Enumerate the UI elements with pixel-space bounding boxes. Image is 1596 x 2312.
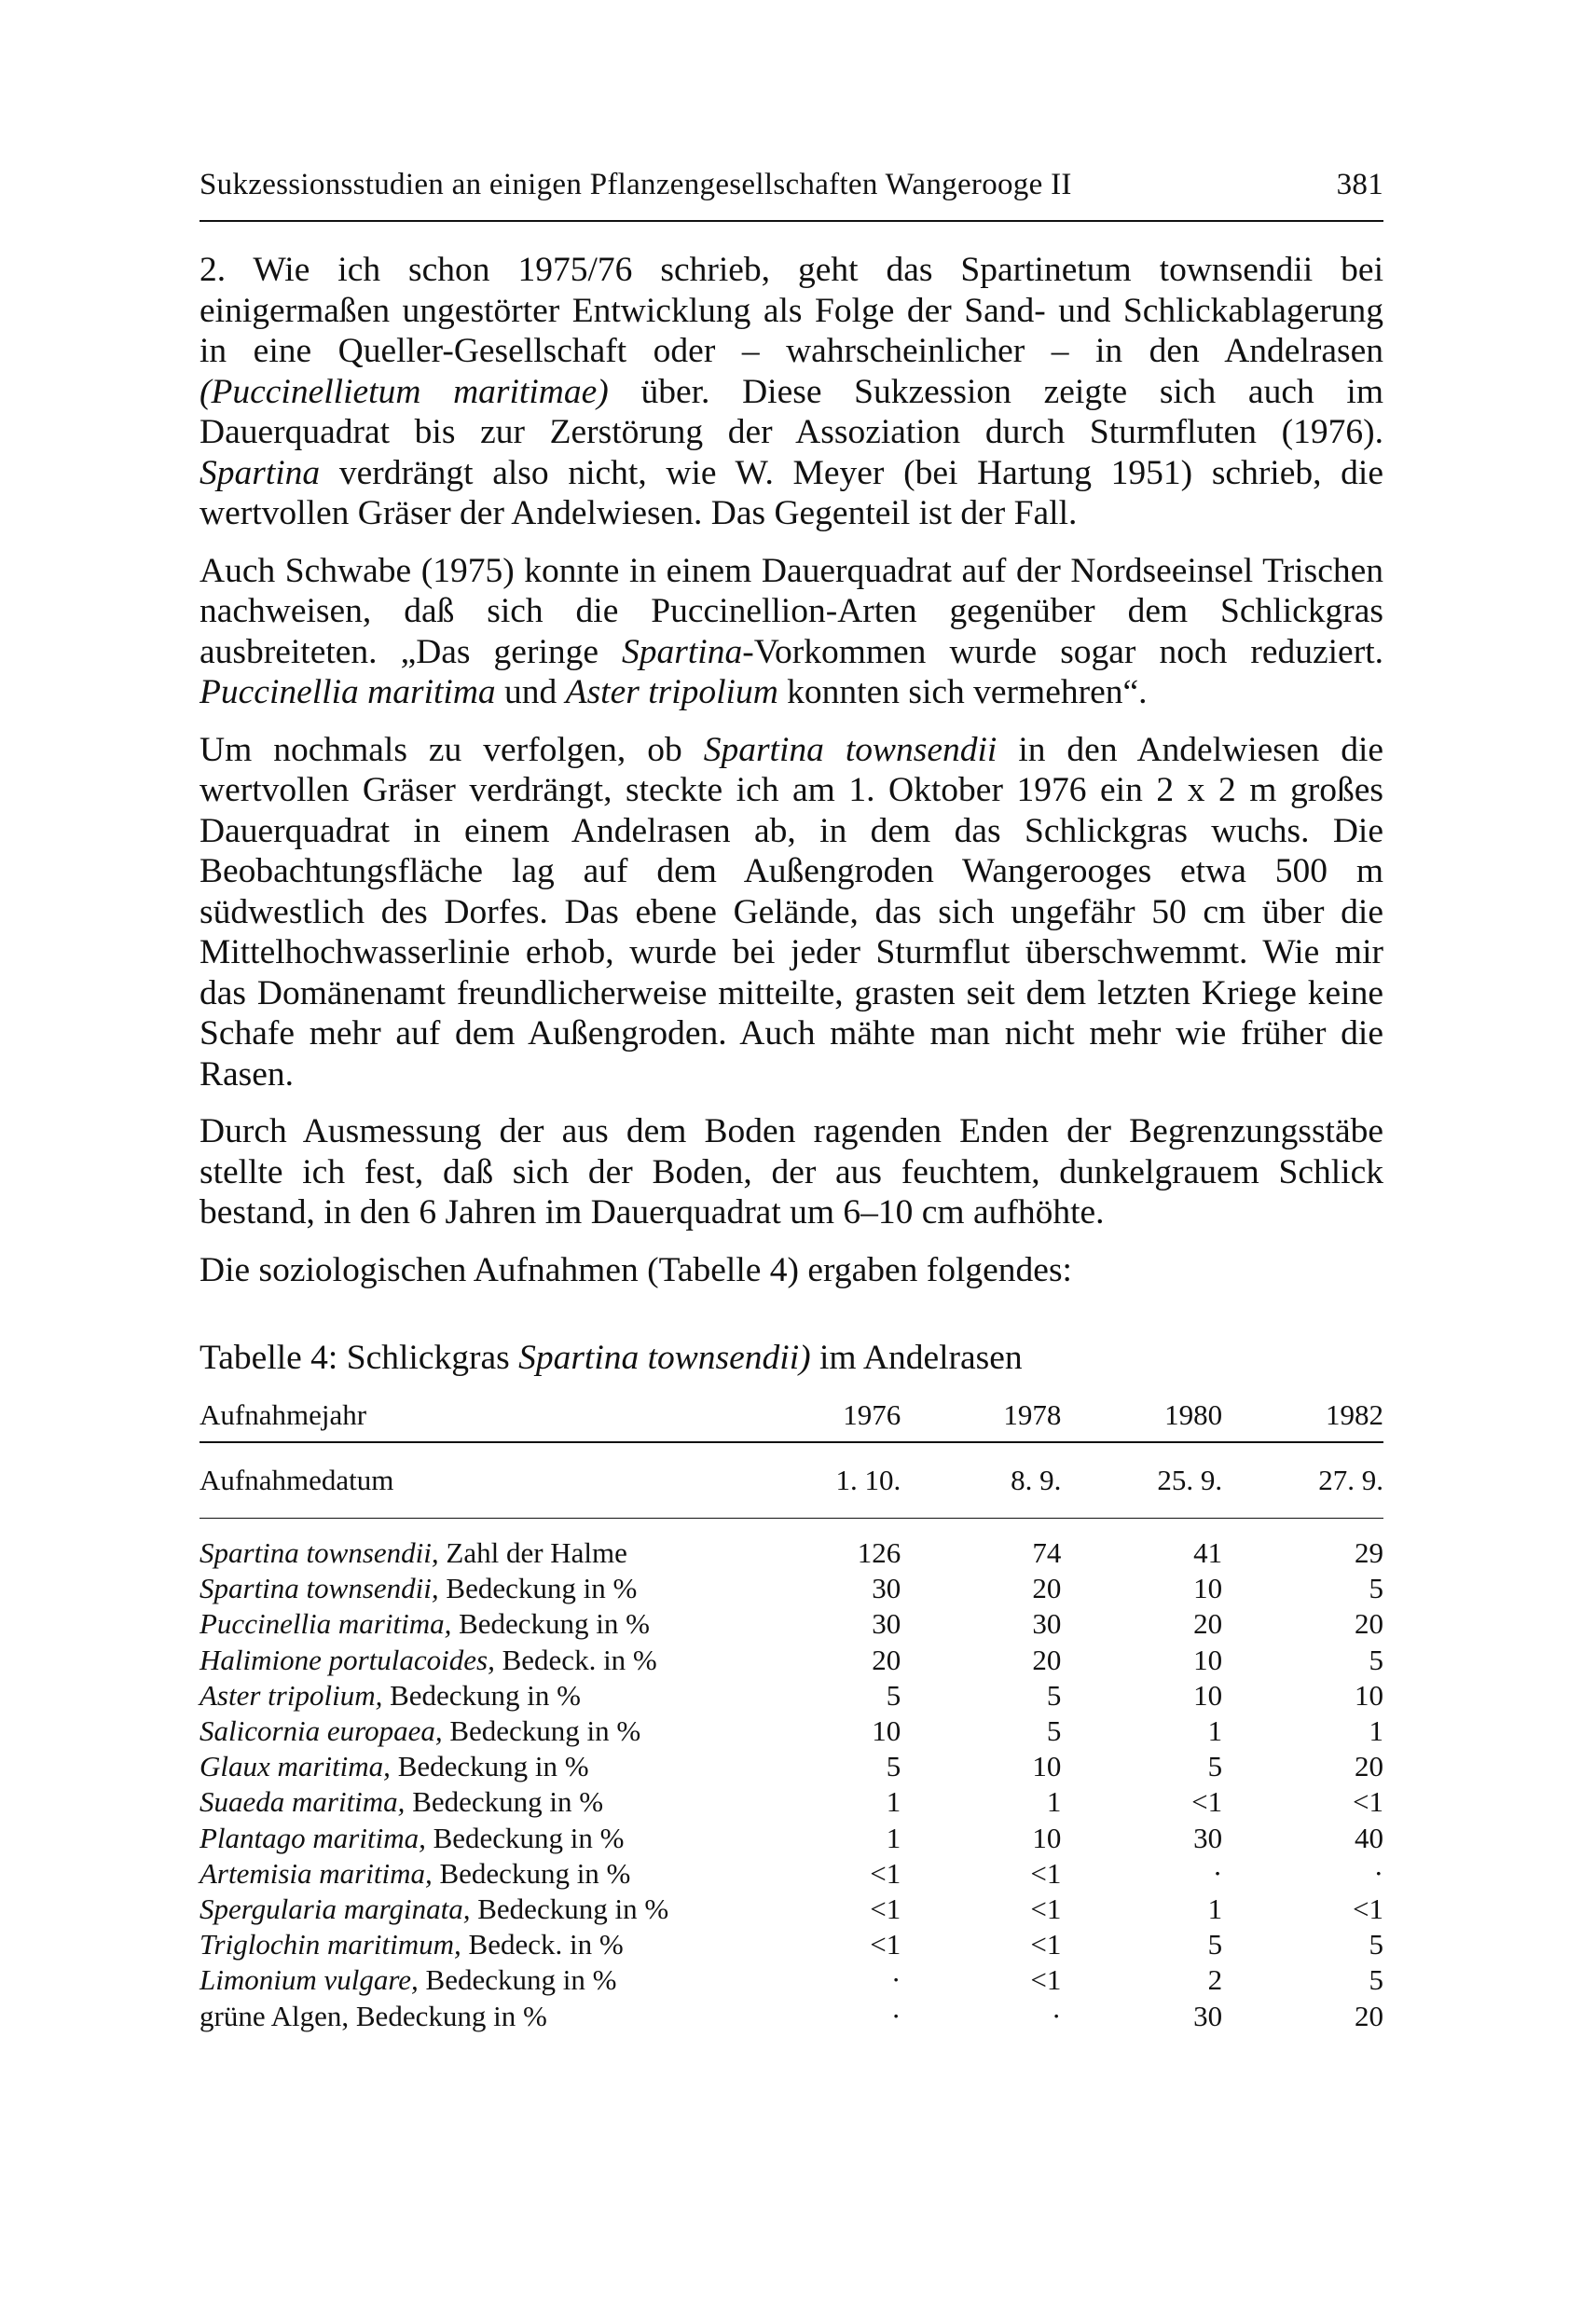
species-name: Plantago maritima,: [200, 1821, 426, 1854]
species-cell: [200, 1749, 768, 1784]
value-cell: 5: [886, 1750, 901, 1783]
page-number: 381: [1336, 168, 1383, 201]
value-cell: 20: [872, 1643, 901, 1676]
value-cell: ·: [890, 1999, 901, 2032]
text-span: 2. Wie ich schon 1975/76 schrieb, geht das Spartinetum townsendii bei einigermaßen ungestörter Entwicklung als Folge der Sand- und Schlickablagerung in eine Queller-Gesellschaft oder – wahrscheinlicher – in den Andelrasen: [200, 251, 1383, 370]
date-cell: 1. 10.: [835, 1464, 901, 1496]
species-name: Triglochin maritimum,: [200, 1928, 461, 1961]
value-cell: 20: [1355, 1999, 1383, 2032]
value-cell: 20: [1355, 1750, 1383, 1783]
paragraph: [200, 551, 1383, 713]
table-row: [200, 1927, 1383, 1962]
value-cell: 126: [857, 1536, 901, 1569]
value-cell: 10: [1032, 1821, 1062, 1854]
value-cell: 5: [886, 1678, 901, 1712]
table-row: [200, 1678, 1383, 1713]
species-cell: [200, 1606, 768, 1642]
value-cell: 10: [1193, 1572, 1223, 1605]
text-span: in den Andelwiesen die wertvollen Gräser verdrängt, steckte ich am 1. Oktober 1976 ein 2 x 2 m großes Dauerquadrat in einem Andelrasen ab, in dem das Schlickgras wuchs. Die Beobachtungsfläche lag auf dem Außengroden Wangerooges etwa 500 m südwestlich des Dorfes. Das ebene Gelände, das sich ungefähr 50 cm über die Mittelhochwasserlinie erhob, wurde bei jeder Sturmflut überschwemmt. Wie mir das Domänenamt freundlicherweise mitteilte, grasten seit dem letzten Kriege keine Schafe mehr auf dem Außengroden. Auch mähte man nicht mehr wie früher die Rasen.: [200, 730, 1384, 1094]
value-cell: 20: [1032, 1643, 1062, 1676]
value-cell: 1: [1046, 1785, 1062, 1819]
value-cell: <1: [1030, 1963, 1062, 1997]
measure-label: Bedeckung in %: [405, 1785, 604, 1819]
value-cell: ·: [1373, 1856, 1383, 1890]
value-cell: 40: [1355, 1821, 1383, 1854]
date-cell: 8. 9.: [1011, 1464, 1062, 1496]
species-name: Aster tripolium,: [200, 1678, 383, 1712]
value-cell: 20: [1193, 1607, 1223, 1641]
italic-span: Puccinellia maritima: [200, 673, 496, 711]
species-name: Suaeda maritima,: [200, 1785, 406, 1819]
species-cell: [200, 1784, 768, 1820]
table-row: [200, 1643, 1383, 1678]
value-cell: 30: [872, 1607, 901, 1641]
italic-span: Spartina: [622, 632, 743, 671]
value-cell: 74: [1032, 1536, 1062, 1569]
value-cell: 5: [1369, 1572, 1383, 1605]
year-cell: 1982: [1326, 1398, 1383, 1431]
running-head-title: Sukzessionsstudien an einigen Pflanzengesellschaften Wangerooge II: [200, 168, 1072, 201]
text-span: Um nochmals zu verfolgen, ob: [200, 730, 704, 769]
paragraph: [200, 1111, 1383, 1233]
table-row: [200, 1999, 1383, 2034]
value-cell: 30: [1193, 1821, 1223, 1854]
value-cell: ·: [890, 1963, 901, 1997]
value-cell: 5: [1046, 1678, 1062, 1712]
species-name: Spergularia marginata,: [200, 1892, 471, 1926]
table-caption-suffix: im Andelrasen: [810, 1339, 1023, 1377]
value-cell: 30: [872, 1572, 901, 1605]
table-caption-prefix: Tabelle 4: Schlickgras: [200, 1339, 519, 1377]
measure-label: Bedeckung in %: [382, 1678, 581, 1712]
measure-label: Bedeckung in %: [390, 1750, 589, 1783]
species-cell: [200, 1892, 768, 1927]
table-gap: [200, 1519, 1383, 1535]
value-cell: 10: [1193, 1678, 1223, 1712]
table-caption: [200, 1338, 1383, 1378]
measure-label: Bedeck. in %: [461, 1928, 624, 1961]
value-cell: 20: [1355, 1607, 1383, 1641]
text-span: Die soziologischen Aufnahmen (Tabelle 4) ergaben folgendes:: [200, 1250, 1072, 1289]
value-cell: 10: [1355, 1678, 1383, 1712]
table-header-row: [200, 1389, 1383, 1442]
text-span: verdrängt also nicht, wie W. Meyer (bei Hartung 1951) schrieb, die wertvollen Gräser der Andelwiesen. Das Gegenteil ist der Fall.: [200, 453, 1383, 532]
measure-label: Bedeckung in %: [451, 1607, 650, 1641]
species-name: Spartina townsendii,: [200, 1536, 439, 1569]
value-cell: 10: [872, 1714, 901, 1748]
italic-span: Aster tripolium: [565, 673, 778, 711]
italic-span: (Puccinellietum maritimae): [200, 372, 609, 411]
table-row: [200, 1571, 1383, 1606]
value-cell: 10: [1193, 1643, 1223, 1676]
value-cell: <1: [1030, 1928, 1062, 1961]
paragraph: [200, 1250, 1383, 1291]
vegetation-table: [200, 1389, 1383, 2034]
measure-label: Bedeckung in %: [418, 1963, 617, 1997]
date-cell: 25. 9.: [1157, 1464, 1223, 1496]
species-name: Salicornia europaea,: [200, 1714, 443, 1748]
measure-label: Zahl der Halme: [438, 1536, 627, 1569]
table-row: [200, 1713, 1383, 1749]
species-cell: [200, 1856, 768, 1892]
italic-span: Spartina: [200, 453, 321, 492]
value-cell: 29: [1355, 1536, 1383, 1569]
value-cell: 1: [1369, 1714, 1383, 1748]
header-rule: [200, 220, 1383, 222]
species-cell: [200, 1999, 768, 2034]
species-cell: [200, 1962, 768, 1998]
value-cell: 1: [886, 1785, 901, 1819]
value-cell: <1: [1030, 1856, 1062, 1890]
measure-label: Bedeckung in %: [438, 1572, 638, 1605]
value-cell: 10: [1032, 1750, 1062, 1783]
value-cell: <1: [870, 1856, 901, 1890]
measure-label: Bedeck. in %: [494, 1643, 657, 1676]
value-cell: 5: [1369, 1643, 1383, 1676]
value-cell: <1: [1030, 1892, 1062, 1926]
table-row: [200, 1821, 1383, 1856]
value-cell: 5: [1369, 1928, 1383, 1961]
value-cell: 5: [1207, 1750, 1223, 1783]
measure-label: grüne Algen, Bedeckung in %: [200, 1999, 547, 2032]
measure-label: Bedeckung in %: [442, 1714, 641, 1748]
value-cell: ·: [1212, 1856, 1223, 1890]
text-span: und: [495, 673, 566, 711]
species-cell: [200, 1713, 768, 1749]
value-cell: 41: [1193, 1536, 1223, 1569]
species-name: Artemisia maritima,: [200, 1856, 433, 1890]
value-cell: <1: [870, 1892, 901, 1926]
measure-label: Bedeckung in %: [432, 1856, 631, 1890]
table-row: [200, 1856, 1383, 1892]
table-row: [200, 1606, 1383, 1642]
species-name: Puccinellia maritima,: [200, 1607, 452, 1641]
value-cell: 2: [1207, 1963, 1223, 1997]
species-cell: [200, 1535, 768, 1571]
species-name: Spartina townsendii,: [200, 1572, 439, 1605]
body-text: [200, 250, 1383, 1307]
year-cell: 1980: [1164, 1398, 1223, 1431]
table-row: [200, 1892, 1383, 1927]
species-cell: [200, 1678, 768, 1713]
value-cell: 5: [1046, 1714, 1062, 1748]
paragraph: [200, 730, 1383, 1095]
value-cell: <1: [1191, 1785, 1223, 1819]
measure-label: Bedeckung in %: [470, 1892, 669, 1926]
value-cell: 1: [886, 1821, 901, 1854]
table-row: [200, 1749, 1383, 1784]
value-cell: 20: [1032, 1572, 1062, 1605]
value-cell: 5: [1369, 1963, 1383, 1997]
species-name: Halimione portulacoides,: [200, 1643, 495, 1676]
table-date-row: [200, 1443, 1383, 1519]
value-cell: 5: [1207, 1928, 1223, 1961]
species-cell: [200, 1821, 768, 1856]
italic-span: Spartina townsendii: [703, 730, 998, 769]
header-label: Aufnahmejahr: [200, 1398, 367, 1431]
text-span: Auch Schwabe (1975) konnte in einem Dauerquadrat auf der Nordseeinsel Trischen nachweisen, daß sich die Puccinellion-Arten gegenüber dem Schlickgras ausbreiteten. „Das geringe: [200, 551, 1383, 671]
year-cell: 1976: [843, 1398, 901, 1431]
value-cell: <1: [1353, 1892, 1383, 1926]
species-cell: [200, 1571, 768, 1606]
species-name: Glaux maritima,: [200, 1750, 391, 1783]
value-cell: ·: [1052, 1999, 1062, 2032]
paragraph: [200, 250, 1383, 534]
measure-label: Bedeckung in %: [425, 1821, 625, 1854]
table-row: [200, 1535, 1383, 1571]
text-span: konnten sich vermehren“.: [777, 673, 1148, 711]
species-cell: [200, 1643, 768, 1678]
date-label: Aufnahmedatum: [200, 1464, 394, 1496]
species-cell: [200, 1927, 768, 1962]
text-span: Durch Ausmessung der aus dem Boden ragenden Enden der Begrenzungsstäbe stellte ich fest, daß sich der Boden, der aus feuchtem, dunkelgrauem Schlick bestand, in den 6 Jahren im Dauerquadrat um 6–10 cm aufhöhte.: [200, 1112, 1383, 1232]
value-cell: 30: [1193, 1999, 1223, 2032]
value-cell: 1: [1207, 1892, 1223, 1926]
year-cell: 1978: [1003, 1398, 1062, 1431]
text-span: über. Diese Sukzession zeigte sich auch im Dauerquadrat bis zur Zerstörung der Assoziation durch Sturmfluten (1976).: [200, 372, 1384, 451]
value-cell: 1: [1207, 1714, 1223, 1748]
value-cell: <1: [870, 1928, 901, 1961]
species-name: Limonium vulgare,: [200, 1963, 419, 1997]
running-head: [200, 168, 1383, 202]
table-caption-species: Spartina townsendii): [518, 1339, 811, 1377]
value-cell: <1: [1353, 1785, 1383, 1819]
date-cell: 27. 9.: [1318, 1464, 1383, 1496]
text-span: -Vorkommen wurde sogar noch reduziert.: [742, 632, 1383, 671]
table-row: [200, 1784, 1383, 1820]
table-row: [200, 1962, 1383, 1998]
value-cell: 30: [1032, 1607, 1062, 1641]
